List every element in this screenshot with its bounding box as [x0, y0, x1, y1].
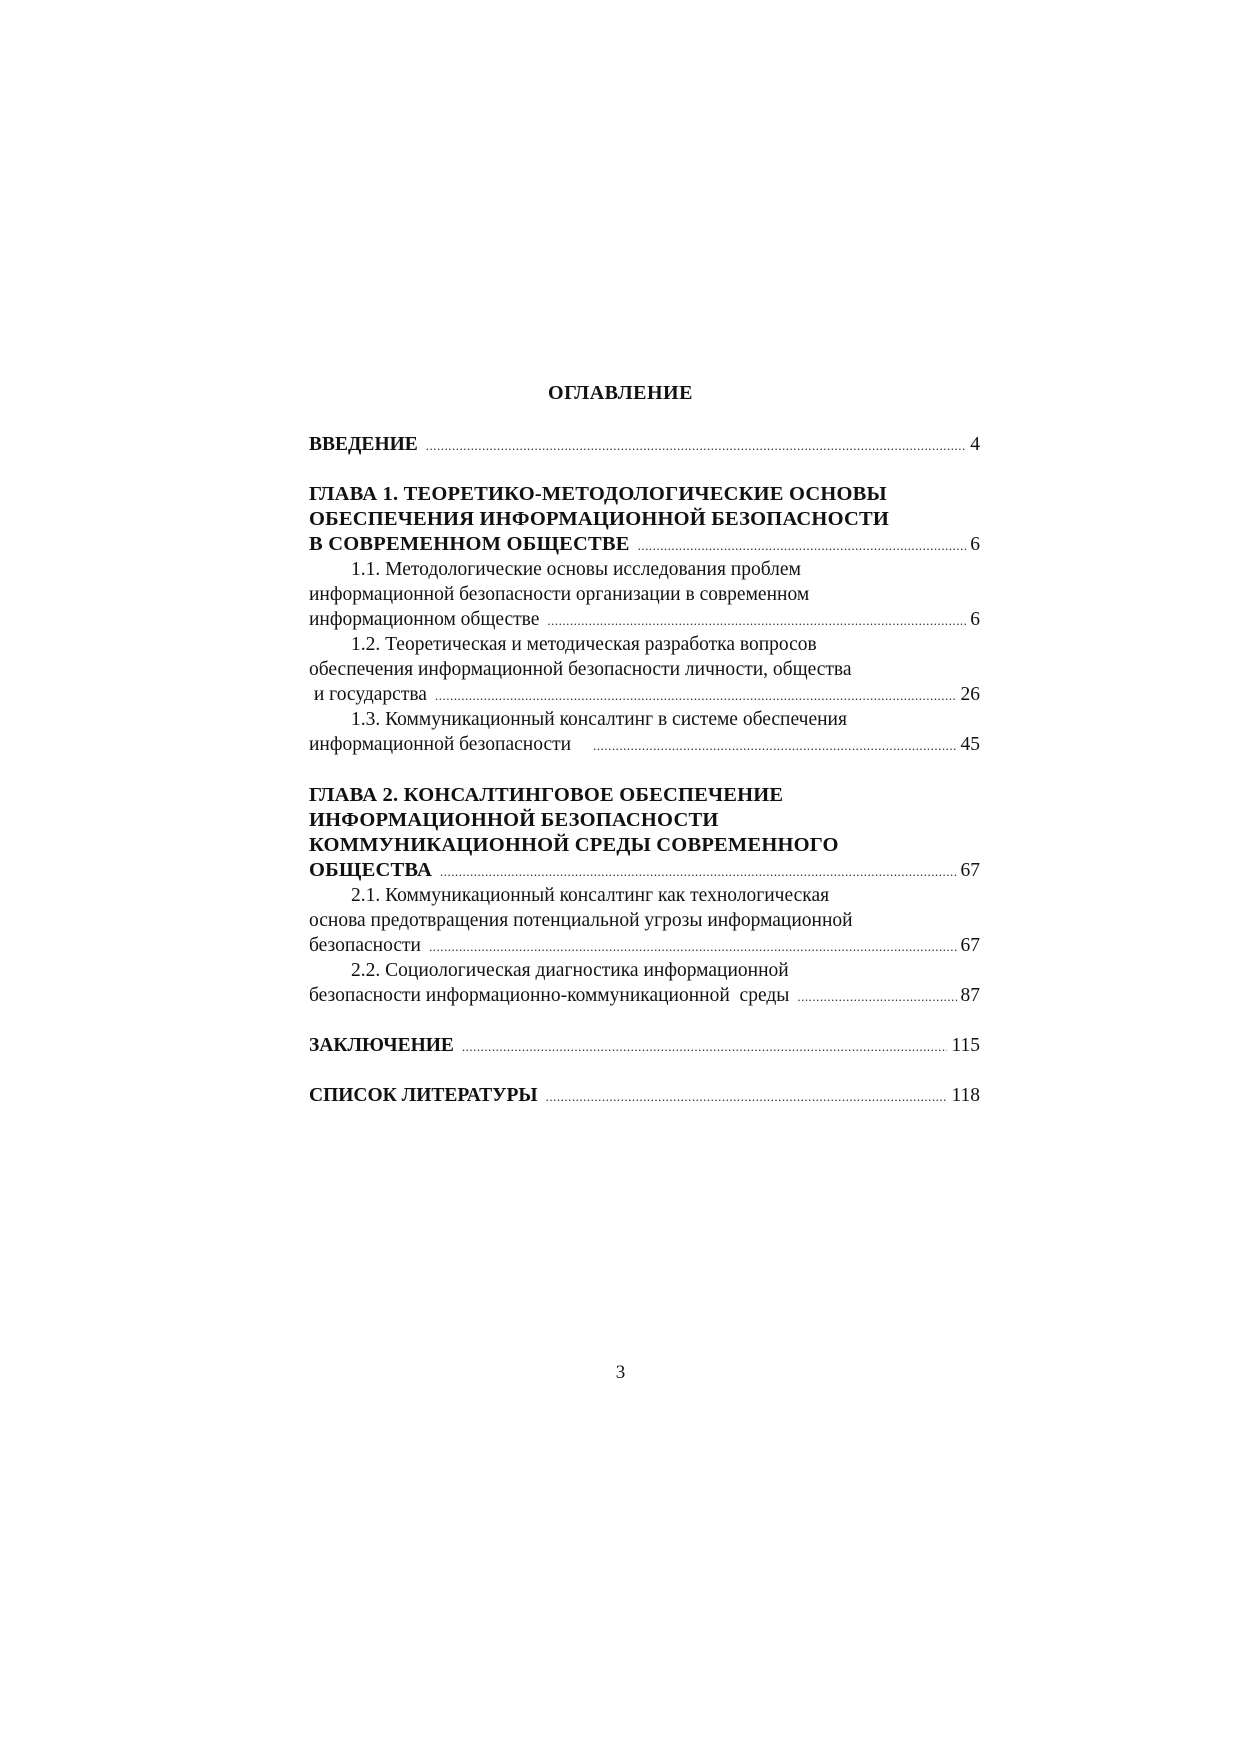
toc-section-1-2[interactable]	[309, 632, 980, 707]
toc-entry-conclusion[interactable]	[309, 1033, 980, 1058]
page-title: ОГЛАВЛЕНИЕ	[548, 382, 693, 404]
table-of-contents	[309, 432, 980, 1108]
dot-leader	[593, 733, 956, 758]
section-title-last-line	[309, 983, 980, 1008]
toc-entry-page: 45	[960, 734, 980, 755]
toc-entry-references[interactable]	[309, 1083, 980, 1108]
toc-entry-page: 6	[970, 534, 980, 555]
toc-entry-page: 67	[960, 860, 980, 881]
toc-entry-page: 115	[951, 1035, 980, 1056]
toc-entry-page: 6	[970, 609, 980, 630]
toc-entry-label: ОБЩЕСТВА	[309, 859, 432, 881]
chapter-title-line: ИНФОРМАЦИОННОЙ БЕЗОПАСНОСТИ	[309, 809, 719, 831]
toc-entry-page: 118	[951, 1085, 980, 1106]
page-number: 3	[615, 1362, 626, 1383]
dot-leader	[429, 934, 957, 959]
section-title-line: 1.3. Коммуникационный консалтинг в системе обеспечения	[351, 709, 847, 730]
dot-leader	[426, 433, 966, 458]
chapter-title-last-line	[309, 532, 980, 557]
toc-entry-page: 26	[960, 684, 980, 705]
section-title-last-line	[309, 933, 980, 958]
spacer	[309, 757, 980, 783]
toc-entry-page: 67	[960, 935, 980, 956]
toc-entry-label: безопасности	[309, 935, 421, 956]
toc-section-2-1[interactable]	[309, 883, 980, 958]
toc-entry-label: В СОВРЕМЕННОМ ОБЩЕСТВЕ	[309, 533, 630, 555]
dot-leader	[462, 1034, 948, 1059]
section-title-line: информационной безопасности организации в современном	[309, 584, 810, 605]
toc-chapter-1[interactable]	[309, 482, 980, 557]
chapter-title-line: ОБЕСПЕЧЕНИЯ ИНФОРМАЦИОННОЙ БЕЗОПАСНОСТИ	[309, 508, 889, 530]
toc-entry-label: и государства	[309, 684, 427, 705]
section-title-line: 1.2. Теоретическая и методическая разработка вопросов	[351, 634, 817, 655]
dot-leader	[435, 683, 957, 708]
spacer	[309, 1008, 980, 1033]
toc-entry-label: ЗАКЛЮЧЕНИЕ	[309, 1035, 454, 1056]
dot-leader	[638, 533, 967, 558]
toc-section-1-3[interactable]	[309, 707, 980, 757]
chapter-title-line: КОММУНИКАЦИОННОЙ СРЕДЫ СОВРЕМЕННОГО	[309, 834, 839, 856]
section-title-line: 2.2. Социологическая диагностика информационной	[351, 960, 789, 981]
section-title-last-line	[309, 732, 980, 757]
spacer	[309, 1058, 980, 1083]
toc-entry-label: СПИСОК ЛИТЕРАТУРЫ	[309, 1085, 538, 1106]
section-title-line: 1.1. Методологические основы исследования проблем	[351, 559, 801, 580]
section-title-line: основа предотвращения потенциальной угрозы информационной	[309, 910, 853, 931]
section-title-line: обеспечения информационной безопасности личности, общества	[309, 659, 852, 680]
toc-entry-label: ВВЕДЕНИЕ	[309, 434, 418, 455]
spacer	[309, 457, 980, 482]
dot-leader	[546, 1084, 948, 1109]
section-title-last-line	[309, 682, 980, 707]
section-title-last-line	[309, 607, 980, 632]
chapter-title-line: ГЛАВА 2. КОНСАЛТИНГОВОЕ ОБЕСПЕЧЕНИЕ	[309, 784, 784, 806]
toc-entry-label: информационном обществе	[309, 609, 540, 630]
toc-entry-page: 87	[960, 985, 980, 1006]
toc-section-2-2[interactable]	[309, 958, 980, 1008]
toc-section-1-1[interactable]	[309, 557, 980, 632]
dot-leader	[547, 608, 966, 633]
toc-chapter-2[interactable]	[309, 783, 980, 883]
toc-entry-introduction[interactable]	[309, 432, 980, 457]
toc-entry-label: информационной безопасности	[309, 734, 572, 755]
toc-entry-label: безопасности информационно-коммуникационной среды	[309, 985, 790, 1006]
chapter-title-line: ГЛАВА 1. ТЕОРЕТИКО-МЕТОДОЛОГИЧЕСКИЕ ОСНОВЫ	[309, 483, 887, 505]
dot-leader	[797, 984, 956, 1009]
toc-entry-page: 4	[970, 434, 980, 455]
chapter-title-last-line	[309, 858, 980, 883]
section-title-line: 2.1. Коммуникационный консалтинг как технологическая	[351, 885, 830, 906]
dot-leader	[440, 859, 957, 884]
